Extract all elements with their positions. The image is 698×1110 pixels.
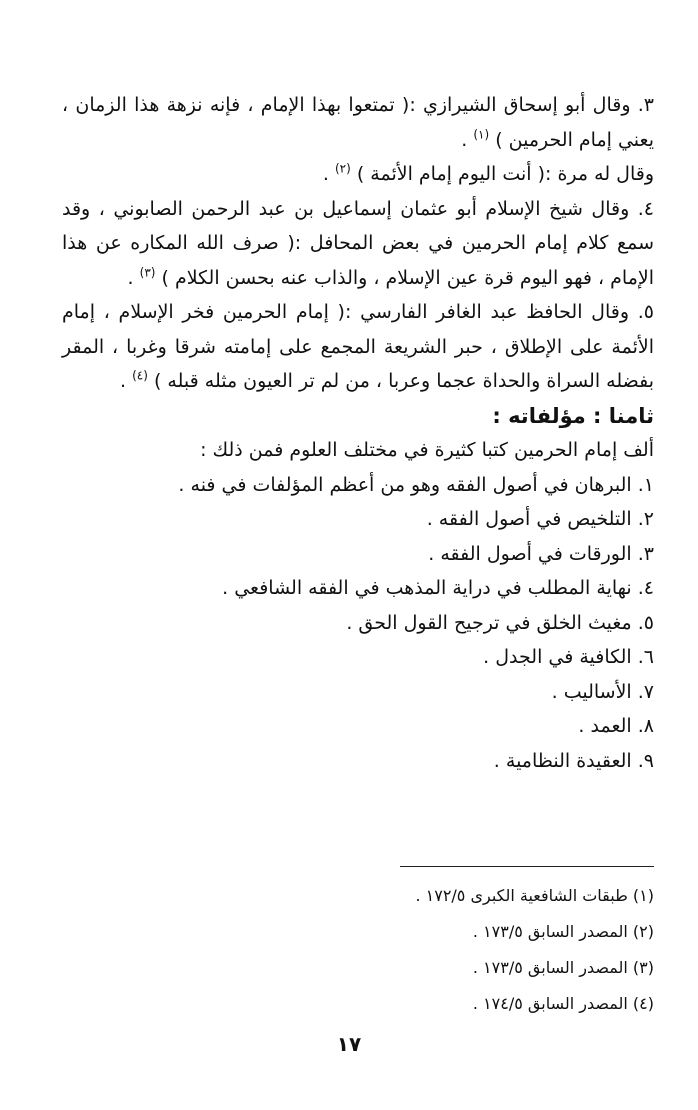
footnote-3: (٣) المصدر السابق ١٧٣/٥ . (472, 958, 654, 977)
list-item: ٣. الورقات في أصول الفقه . (428, 542, 654, 565)
paragraph-text: ٥. وقال الحافظ عبد الغافر الفارسي :( إمام الحرمين فخر الإسلام ، إمام الأئمة على الإطلاق ، حبر الشريعة المجمع على إمامته شرقا وغربا ، المقر بفضله السراة والحداة عجما وعربا ، من لم تر العيون مثله قبله ) (62, 301, 654, 392)
quote-paragraph-3b (62, 157, 654, 192)
list-item: ٦. الكافية في الجدل . (483, 646, 654, 668)
list-item: ٧. الأساليب . (551, 680, 654, 703)
footnote-ref-3[interactable]: (٣) (139, 265, 156, 280)
list-item: ١. البرهان في أصول الفقه وهو من أعظم المؤلفات في فنه . (178, 473, 654, 496)
footnote-divider (400, 866, 654, 867)
footnote-ref-4[interactable]: (٤) (132, 368, 148, 383)
paragraph-end: . (322, 163, 335, 185)
footnote-ref-1[interactable]: (١) (473, 127, 490, 142)
footnote-2: (٢) المصدر السابق ١٧٣/٥ . (472, 922, 654, 941)
page-number: ١٧ (336, 1032, 362, 1056)
paragraph-end: . (120, 370, 133, 392)
footnote-1: (١) طبقات الشافعية الكبرى ١٧٢/٥ . (415, 886, 654, 905)
main-text (62, 88, 654, 778)
list-item: ٢. التلخيص في أصول الفقه . (426, 508, 654, 530)
paragraph-end: . (127, 266, 140, 289)
paragraph-text: ٤. وقال شيخ الإسلام أبو عثمان إسماعيل بن عبد الرحمن الصابوني ، وقد سمع كلام إمام الحرمين في بعض المحافل :( صرف الله المكاره عن هذا الإمام ، فهو اليوم قرة عين الإسلام ، والذاب عنه بحسن الكلام ) (62, 197, 654, 289)
works-list (62, 468, 654, 779)
footnote-ref-2[interactable]: (٢) (334, 161, 351, 176)
footnote-4: (٤) المصدر السابق ١٧٤/٥ . (472, 994, 654, 1013)
paragraph-text: ٣. وقال أبو إسحاق الشيرازي :( تمتعوا بهذا الإمام ، فإنه نزهة هذا الزمان ، يعني إمام الحرمين ) (62, 94, 654, 151)
list-item: ٤. نهاية المطلب في دراية المذهب في الفقه الشافعي . (222, 577, 654, 599)
works-intro: ألف إمام الحرمين كتبا كثيرة في مختلف العلوم فمن ذلك : (200, 439, 654, 461)
list-item: ٨. العمد . (578, 715, 654, 737)
footnotes (150, 878, 654, 1022)
quote-paragraph-3 (62, 88, 654, 157)
quote-paragraph-5 (62, 295, 654, 399)
quote-paragraph-4 (62, 192, 654, 296)
section-heading: ثامنا : مؤلفاته : (492, 403, 654, 428)
list-item: ٥. مغيث الخلق في ترجيح القول الحق . (346, 611, 654, 634)
paragraph-end: . (461, 128, 474, 151)
paragraph-text: وقال له مرة :( أنت اليوم إمام الأئمة ) (356, 163, 654, 185)
list-item: ٩. العقيدة النظامية . (493, 749, 654, 772)
